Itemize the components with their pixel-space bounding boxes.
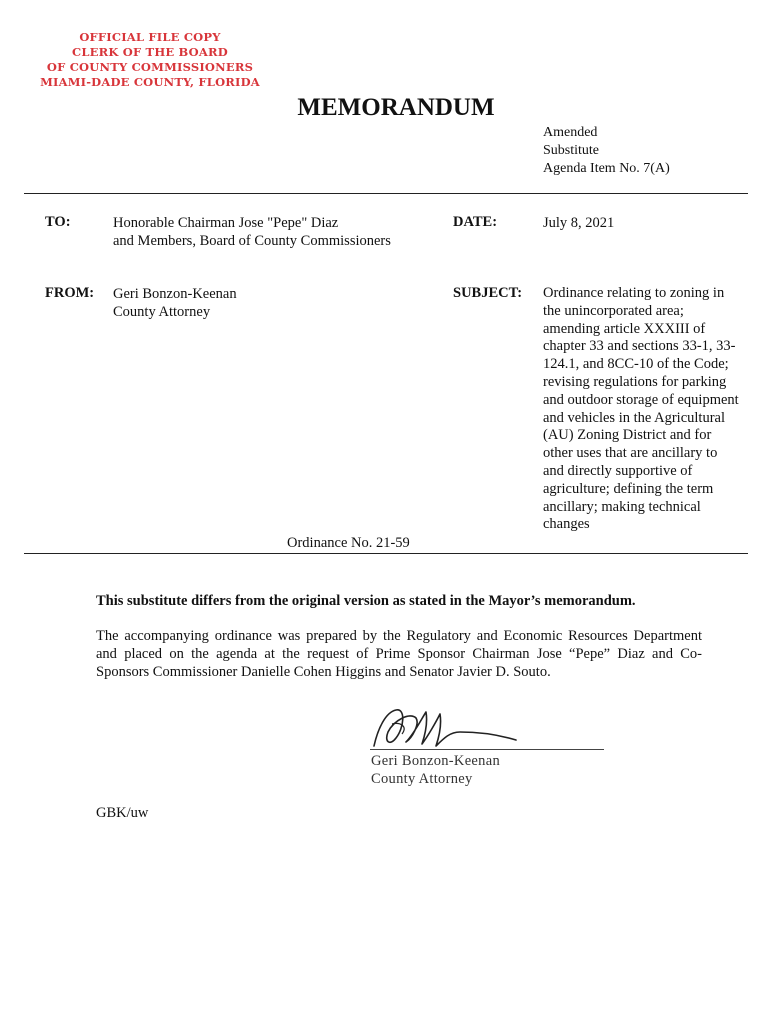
subject-line: other uses that are ancillary to — [543, 445, 718, 462]
subject-line: chapter 33 and sections 33-1, 33- — [543, 338, 736, 355]
paragraph-line: The accompanying ordinance was prepared by the Regulatory and Economic Resources Department — [96, 628, 702, 644]
to-label: TO: — [45, 214, 71, 230]
from-line: Geri Bonzon-Keenan — [113, 286, 237, 302]
stamp-line: OF COUNTY COMMISSIONERS — [46, 60, 254, 74]
paragraph-line: and placed on the agenda at the request of Prime Sponsor Chairman Jose “Pepe” Diaz and Co- — [96, 646, 702, 662]
to-line: and Members, Board of County Commissioners — [113, 233, 391, 249]
subject-line: and vehicles in the Agricultural — [543, 409, 726, 426]
agenda-amended: Amended — [543, 125, 598, 140]
date-value: July 8, 2021 — [543, 215, 615, 231]
from-label: FROM: — [45, 285, 95, 301]
from-line: County Attorney — [113, 304, 211, 320]
subject-line: revising regulations for parking — [543, 373, 727, 390]
subject-text — [543, 285, 753, 534]
subject-line: (AU) Zoning District and for — [543, 427, 712, 444]
official-file-copy-stamp — [20, 30, 280, 90]
agenda-block — [543, 124, 670, 178]
subject-line: 124.1, and 8CC-10 of the Code; — [543, 356, 729, 373]
ordinance-number: Ordinance No. 21-59 — [287, 535, 410, 551]
handwritten-signature — [366, 698, 526, 754]
stamp-line: OFFICIAL FILE COPY — [79, 30, 221, 44]
paragraph-line: Sponsors Commissioner Danielle Cohen Higgins and Senator Javier D. Souto. — [96, 664, 551, 680]
subject-line: agriculture; defining the term — [543, 480, 714, 497]
author-initials: GBK/uw — [96, 805, 149, 821]
header-divider-top — [24, 193, 748, 194]
agenda-substitute: Substitute — [543, 143, 600, 158]
signature-line — [370, 749, 604, 750]
subject-line: amending article XXXIII of — [543, 320, 706, 337]
stamp-line: MIAMI-DADE COUNTY, FLORIDA — [40, 75, 260, 89]
memo-title: MEMORANDUM — [297, 94, 495, 121]
substitute-notice: This substitute differs from the original version as stated in the Mayor’s memorandum. — [96, 593, 636, 609]
signatory-name: Geri Bonzon-Keenan — [371, 753, 501, 769]
to-line: Honorable Chairman Jose "Pepe" Diaz — [113, 215, 339, 231]
body-paragraph — [96, 627, 702, 681]
signatory-block — [371, 752, 500, 788]
header-divider-bottom — [24, 553, 748, 554]
subject-line: changes — [543, 516, 590, 533]
subject-line: and outdoor storage of equipment — [543, 391, 739, 408]
subject-line: and directly supportive of — [543, 462, 693, 479]
from-sender — [113, 285, 237, 321]
subject-line: the unincorporated area; — [543, 302, 684, 319]
subject-line: ancillary; making technical — [543, 498, 701, 515]
agenda-item-number: Agenda Item No. 7(A) — [543, 161, 670, 176]
date-label: DATE: — [453, 214, 498, 230]
stamp-line: CLERK OF THE BOARD — [72, 45, 228, 59]
to-recipients — [113, 214, 391, 250]
subject-line: Ordinance relating to zoning in — [543, 285, 725, 301]
subject-label: SUBJECT: — [453, 285, 523, 301]
signatory-title: County Attorney — [371, 771, 473, 787]
